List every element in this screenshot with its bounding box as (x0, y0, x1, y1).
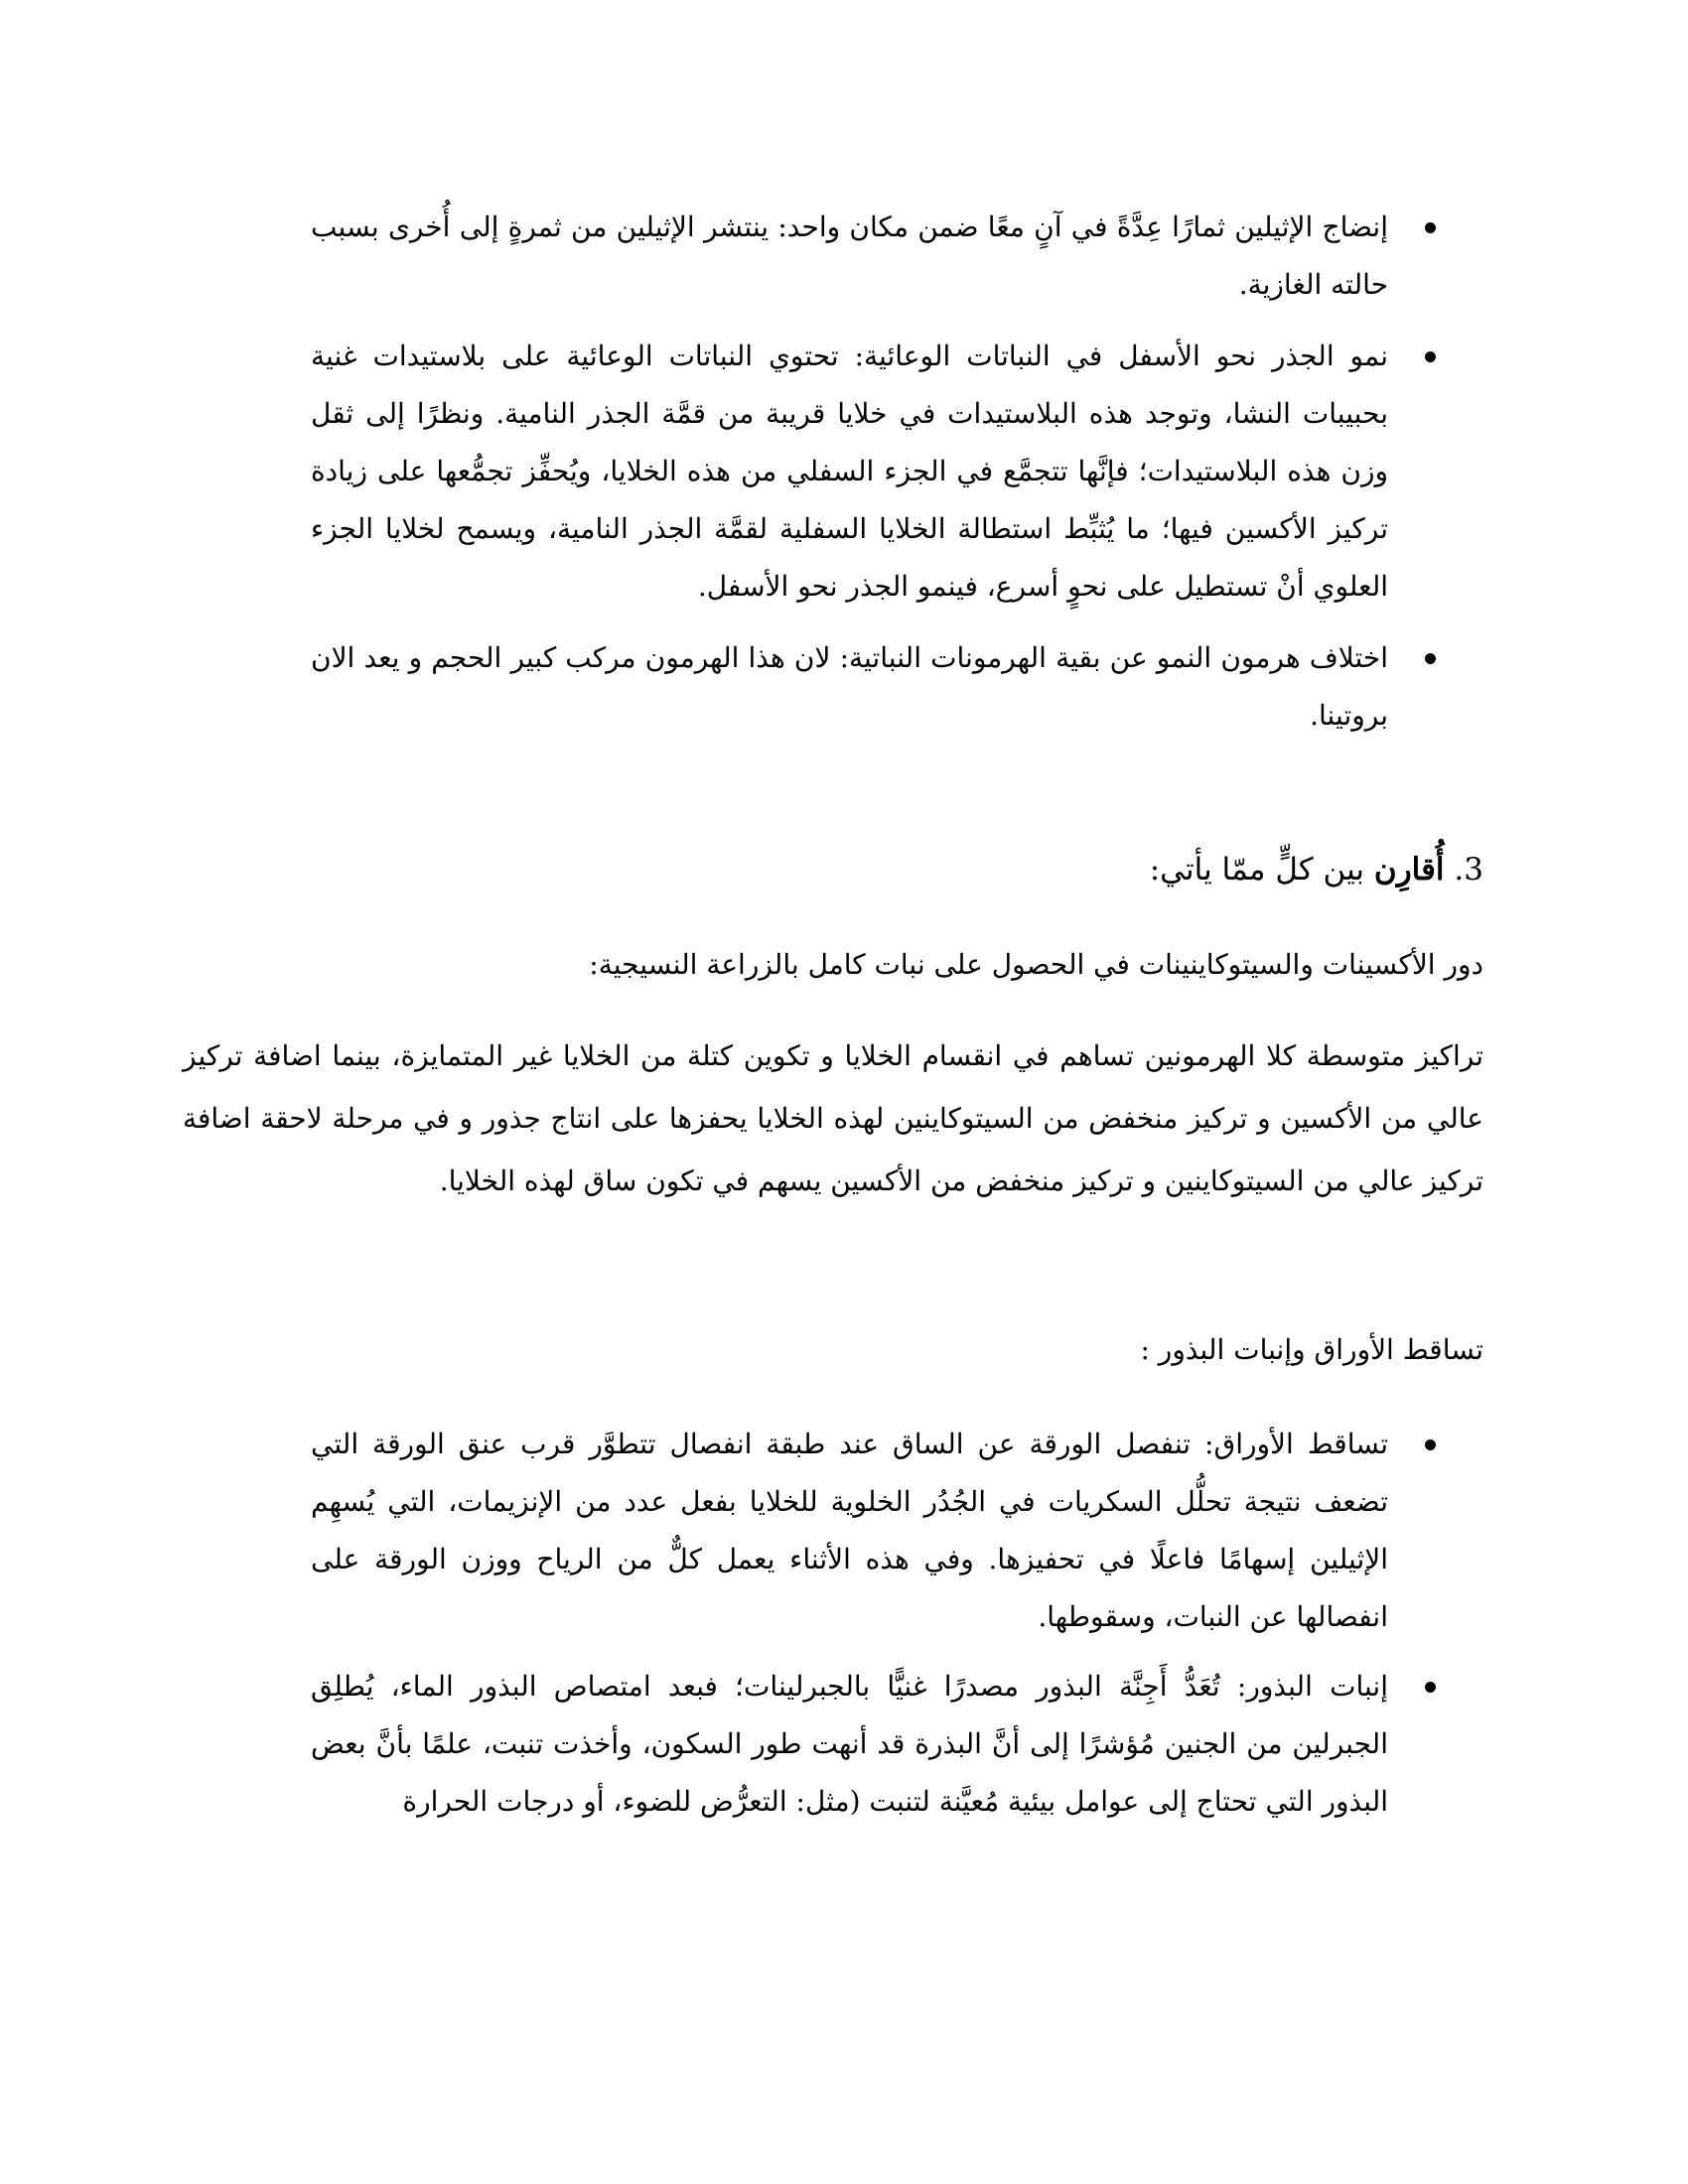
bullet-dot (1425, 653, 1436, 664)
question-number: 3. (1454, 852, 1483, 887)
bullet-dot (1425, 222, 1436, 233)
list-item-text: نمو الجذر نحو الأسفل في النباتات الوعائية: تحتوي النباتات الوعائية على بلاستيدات غنية بحبيبات النشا، وتوجد هذه البلاستيدات في خلايا قريبة من قمَّة الجذر النامية. ونظرًا إلى ثقل وزن هذه البلاستيدات؛ فإنَّها تتجمَّع في الجزء السفلي من هذه الخلايا، ويُحفِّز تجمُّعها على زيادة تركيز الأكسين فيها؛ ما يُثبِّط استطالة الخلايا السفلية لقمَّة الجذر النامية، ويسمح لخلايا الجزء العلوي أنْ تستطيل على نحوٍ أسرع، فينمو الجذر نحو الأسفل. (311, 340, 1388, 603)
list-item (311, 328, 1388, 615)
list-item-text: إنبات البذور: تُعَدُّ أَجِنَّة البذور مصدرًا غنيًّا بالجبرلينات؛ فبعد امتصاص البذور الماء، يُطلِق الجبرلين من الجنين مُؤشرًا إلى أنَّ البذرة قد أنهت طور السكون، وأخذت تنبت، علمًا بأنَّ بعض البذور التي تحتاج إلى عوامل بيئية مُعيَّنة لتنبت (مثل: التعرُّض للضوء، أو درجات الحرارة (311, 1670, 1388, 1818)
list-item (311, 1658, 1388, 1831)
question-verb: أُقارِن (1373, 852, 1445, 887)
bullet-dot (1425, 1439, 1436, 1450)
section-heading-tissue-culture: دور الأكسينات والسيتوكاينينات في الحصول على نبات كامل بالزراعة النسيجية: (589, 948, 1483, 981)
bullet-dot (1425, 351, 1436, 362)
list-item (311, 1416, 1388, 1646)
bullet-list-top (311, 199, 1388, 745)
list-item-text: تساقط الأوراق: تنفصل الورقة عن الساق عند طبقة انفصال تتطوَّر قرب عنق الورقة التي تضعف نتيجة تحلُّل السكريات في الجُدُر الخلوية للخلايا بفعل عدد من الإنزيمات، التي يُسهِم الإثيلين إسهامًا فاعلًا في تحفيزها. وفي هذه الأثناء يعمل كلٌّ من الرياح ووزن الورقة على انفصالها عن النبات، وسقوطها. (311, 1428, 1388, 1633)
list-item-text: إنضاج الإثيلين ثمارًا عِدَّةً في آنٍ معًا ضمن مكان واحد: ينتشر الإثيلين من ثمرةٍ إلى أُخرى بسبب حالته الغازية. (311, 210, 1388, 301)
bullet-dot (1425, 1682, 1436, 1693)
question-heading (391, 841, 1483, 898)
list-item-text: اختلاف هرمون النمو عن بقية الهرمونات النباتية: لان هذا الهرمون مركب كبير الحجم و يعد الان بروتينا. (311, 641, 1388, 732)
bullet-list-bottom (311, 1416, 1388, 1831)
tissue-culture-paragraph: تراكيز متوسطة كلا الهرمونين تساهم في انقسام الخلايا و تكوين كتلة من الخلايا غير المتمايزة، بينما اضافة تركيز عالي من الأكسين و تركيز منخفض من السيتوكاينين لهذه الخلايا يحفزها على انتاج جذور و في مرحلة لاحقة اضافة تركيز عالي من السيتوكاينين و تركيز منخفض من الأكسين يسهم في تكون ساق لهذه الخلايا. (183, 1039, 1483, 1197)
section-heading-leaves-seeds: تساقط الأوراق وإنبات البذور : (1140, 1333, 1483, 1366)
list-item (311, 629, 1388, 745)
list-item (311, 199, 1388, 314)
question-text: بين كلٍّ ممّا يأتي: (1149, 852, 1365, 887)
